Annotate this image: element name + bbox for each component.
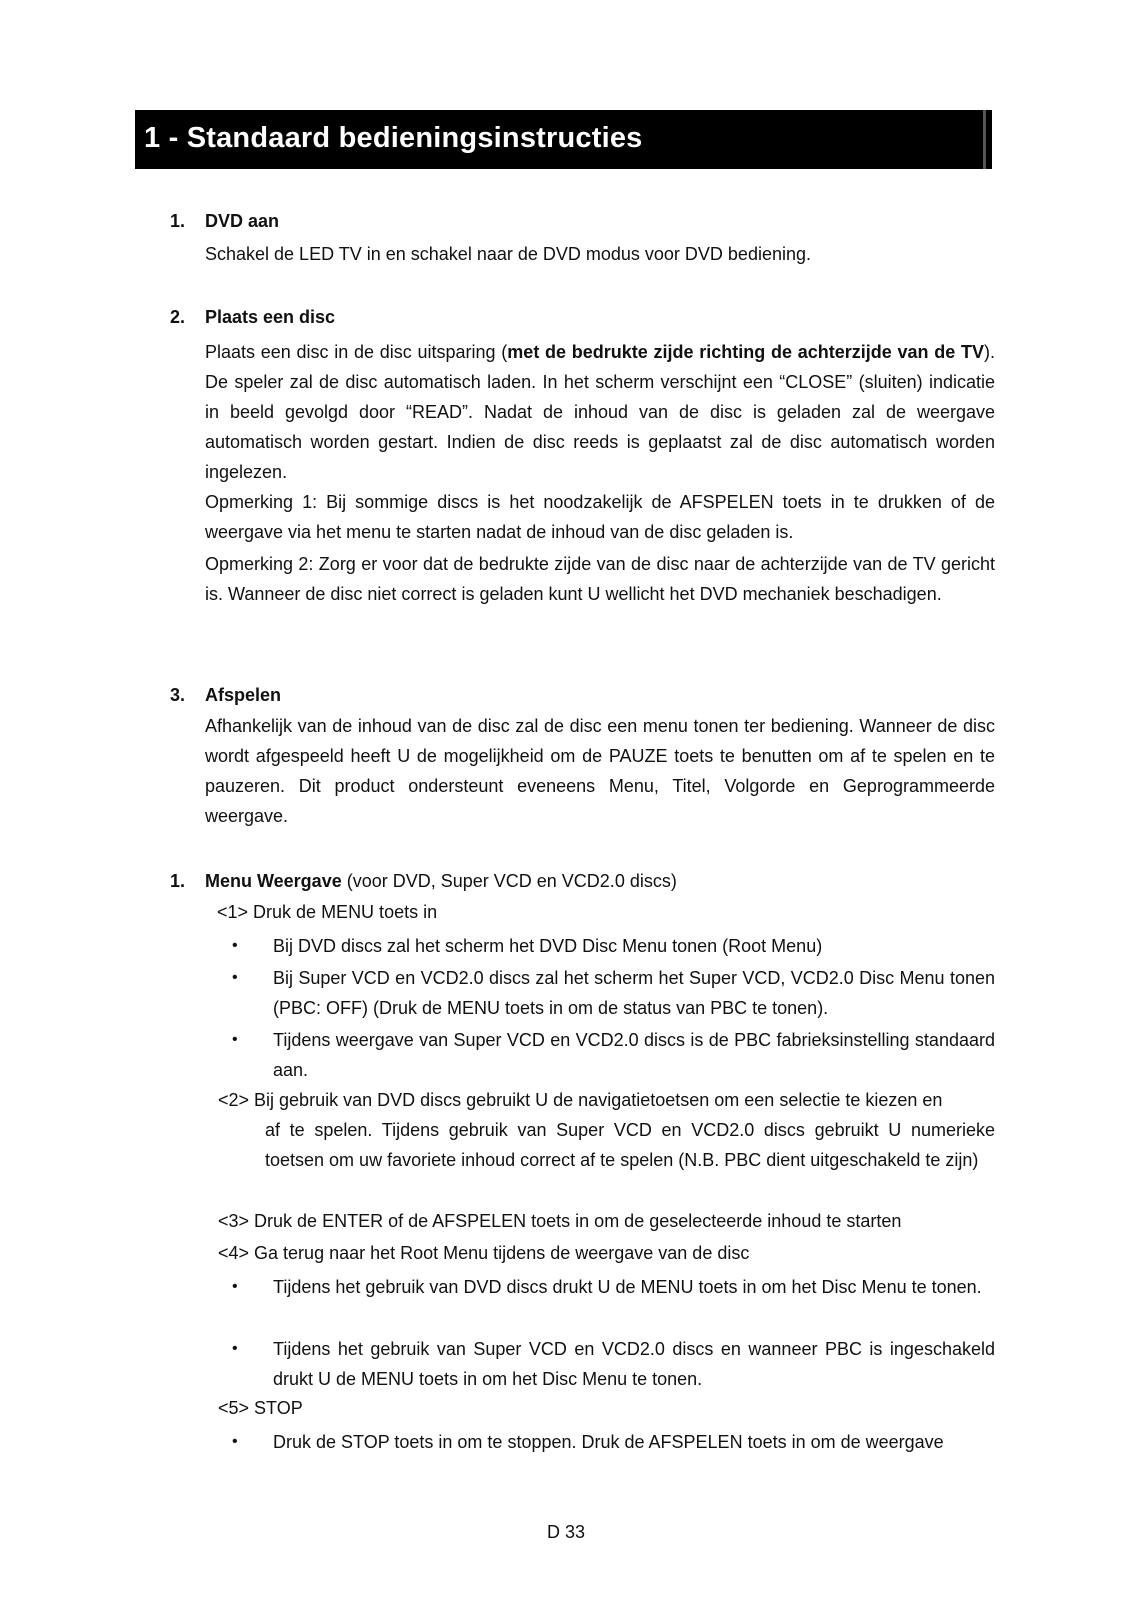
- section-header-bar: [135, 110, 992, 169]
- body-text: ). De speler zal de disc automatisch laden. In het scherm verschijnt een “CLOSE” (sluiten) indicatie in beeld gevolgd door “READ”. Nadat de inhoud van de disc is geladen zal de weergave automatisch worden gestart. Indien de disc reeds is geplaatst zal de disc automatisch worden ingelezen.: [205, 342, 995, 482]
- list-item: [232, 1334, 995, 1394]
- step-5: <5> STOP: [218, 1398, 303, 1418]
- step-2: [218, 1085, 995, 1175]
- section-number: 1.: [170, 211, 186, 231]
- bullet-icon: •: [232, 937, 238, 954]
- list-item: [232, 931, 995, 961]
- note-1: Opmerking 1: Bij sommige discs is het noodzakelijk de AFSPELEN toets in te drukken of de weergave via het menu te starten nadat de inhoud van de disc geladen is.: [205, 492, 995, 542]
- step-3: <3> Druk de ENTER of de AFSPELEN toets in om de geselecteerde inhoud te starten: [218, 1211, 902, 1231]
- list-item: [232, 1272, 995, 1302]
- section-body: Schakel de LED TV in en schakel naar de DVD modus voor DVD bediening.: [205, 244, 811, 264]
- section-title-afspelen: Afspelen: [205, 685, 282, 705]
- section-title-dvd-aan: DVD aan: [205, 211, 280, 231]
- section-number: 3.: [170, 685, 186, 705]
- section-body: Afhankelijk van de inhoud van de disc zal de disc een menu tonen ter bediening. Wanneer de disc wordt afgespeeld heeft U de mogelijkheid om de PAUZE toets te benutten om af te spelen en te pauzeren. Dit product ondersteunt eveneens Menu, Titel, Volgorde en Geprogrammeerde weergave.: [205, 716, 995, 826]
- body-text: Plaats een disc in de disc uitsparing (: [205, 342, 508, 362]
- list-item-text: Bij DVD discs zal het scherm het DVD Disc Menu tonen (Root Menu): [273, 936, 823, 956]
- list-item-text: Druk de STOP toets in om te stoppen. Druk de AFSPELEN toets in om de weergave: [273, 1432, 944, 1452]
- list-item: [232, 963, 995, 1023]
- step-2-lead: <2> Bij gebruik van DVD discs gebruikt U de navigatietoetsen om een selectie te kiezen en: [218, 1090, 943, 1110]
- step-1: <1> Druk de MENU toets in: [217, 902, 438, 922]
- body-text-emphasis: met de bedrukte zijde richting de achterzijde van de TV: [507, 342, 984, 362]
- page-title: 1 - Standaard bedieningsinstructies: [144, 122, 643, 154]
- note-2: Opmerking 2: Zorg er voor dat de bedrukte zijde van de disc naar de achterzijde van de TV gericht is. Wanneer de disc niet correct is geladen kunt U wellicht het DVD mechaniek beschadigen.: [205, 554, 995, 604]
- section-title-text: Menu Weergave: [205, 871, 342, 891]
- section-title-suffix: (voor DVD, Super VCD en VCD2.0 discs): [341, 871, 677, 891]
- bullet-icon: •: [232, 1340, 238, 1357]
- list-item-text: Tijdens het gebruik van Super VCD en VCD2.0 discs en wanneer PBC is ingeschakeld drukt U de MENU toets in om het Disc Menu te tonen.: [273, 1339, 995, 1389]
- list-item-text: Tijdens het gebruik van DVD discs drukt U de MENU toets in om het Disc Menu te tonen.: [273, 1277, 982, 1297]
- section-title-plaats-disc: Plaats een disc: [205, 307, 336, 327]
- list-item: [232, 1427, 995, 1457]
- list-item-text: Tijdens weergave van Super VCD en VCD2.0 discs is de PBC fabrieksinstelling standaard aan.: [273, 1030, 995, 1080]
- bullet-icon: •: [232, 969, 238, 986]
- section-number: 2.: [170, 307, 186, 327]
- list-item: [232, 1025, 995, 1085]
- bullet-icon: •: [232, 1278, 238, 1295]
- step-4: <4> Ga terug naar het Root Menu tijdens de weergave van de disc: [218, 1243, 750, 1263]
- bullet-icon: •: [232, 1433, 238, 1450]
- page-number: D 33: [546, 1522, 586, 1542]
- section-number: 1.: [170, 871, 186, 891]
- header-edge-rule: [983, 110, 986, 169]
- step-2-continuation: af te spelen. Tijdens gebruik van Super VCD en VCD2.0 discs gebruikt U numerieke toetsen om uw favoriete inhoud correct af te spelen (N.B. PBC dient uitgeschakeld te zijn): [265, 1120, 995, 1170]
- list-item-text: Bij Super VCD en VCD2.0 discs zal het scherm het Super VCD, VCD2.0 Disc Menu tonen (PBC: OFF) (Druk de MENU toets in om de status van PBC te tonen).: [273, 968, 995, 1018]
- section-title-menu-weergave: [205, 871, 677, 892]
- section-body: [205, 337, 995, 487]
- bullet-icon: •: [232, 1031, 238, 1048]
